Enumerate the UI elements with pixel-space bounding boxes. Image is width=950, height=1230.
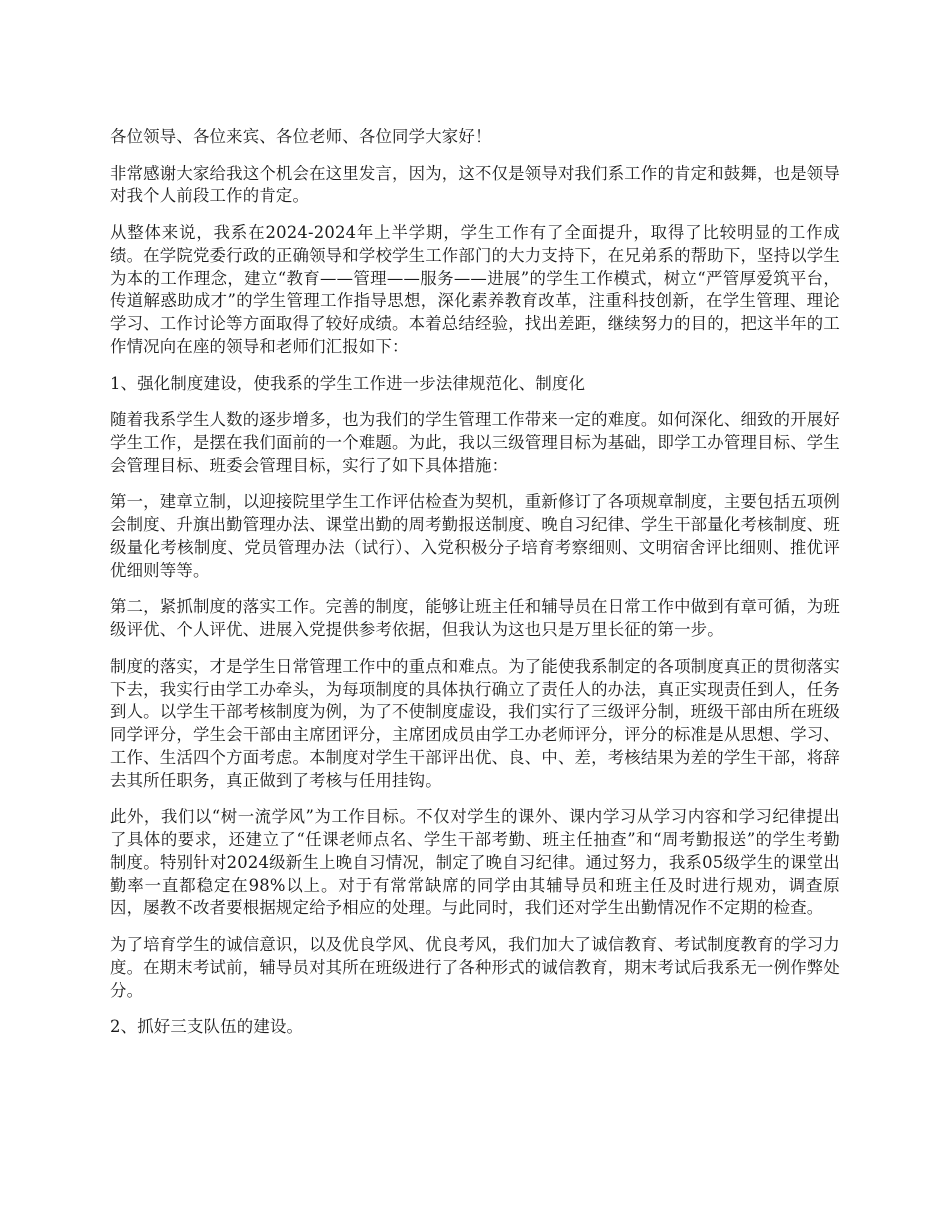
body-paragraph: 制度的落实，才是学生日常管理工作中的重点和难点。为了能使我系制定的各项制度真正的贯彻落实下去，我实行由学工办牵头，为每项制度的具体执行确立了责任人的办法，真正实现责任到人，任务到人。以学生干部考核制度为例，为了不使制度虚设，我们实行了三级评分制，班级干部由所在班级同学评分，学生会干部由主席团评分，主席团成员由学工办老师评分，评分的标准是从思想、学习、工作、生活四个方面考虑。本制度对学生干部评出优、良、中、差，考核结果为差的学生干部，将辞去其所任职务，真正做到了考核与任用挂钩。 [110, 656, 840, 790]
document-body [110, 126, 840, 1053]
section-heading-2: 2、抓好三支队伍的建设。 [110, 1017, 304, 1037]
body-paragraph: 为了培育学生的诚信意识，以及优良学风、优良考风，我们加大了诚信教育、考试制度教育的学习力度。在期末考试前，辅导员对其所在班级进行了各种形式的诚信教育，期末考试后我系无一例作弊处分。 [110, 935, 840, 1000]
body-paragraph: 第二，紧抓制度的落实工作。完善的制度，能够让班主任和辅导员在日常工作中做到有章可循，为班级评优、个人评优、进展入党提供参考依据，但我认为这也只是万里长征的第一步。 [110, 597, 840, 640]
body-paragraph: 第一，建章立制，以迎接院里学生工作评估检查为契机，重新修订了各项规章制度，主要包括五项例会制度、升旗出勤管理办法、课堂出勤的周考勤报送制度、晚自习纪律、学生干部量化考核制度、班级量化考核制度、党员管理办法（试行）、入党积极分子培育考察细则、文明宿舍评比细则、推优评优细则等等。 [110, 492, 840, 580]
greeting-paragraph: 各位领导、各位来宾、各位老师、各位同学大家好！ [110, 127, 492, 146]
body-paragraph: 随着我系学生人数的逐步增多，也为我们的学生管理工作带来一定的难度。如何深化、细致的开展好学生工作，是摆在我们面前的一个难题。为此，我以三级管理目标为基础，即学工办管理目标、学生会管理目标、班委会管理目标，实行了如下具体措施： [110, 410, 840, 475]
section-heading-1: 1、强化制度建设，使我系的学生工作进一步法律规范化、制度化 [110, 373, 586, 393]
thanks-paragraph: 非常感谢大家给我这个机会在这里发言，因为，这不仅是领导对我们系工作的肯定和鼓舞，也是领导对我个人前段工作的肯定。 [110, 163, 840, 206]
overview-paragraph: 从整体来说，我系在2024-2024年上半学期，学生工作有了全面提升，取得了比较明显的工作成绩。在学院党委行政的正确领导和学校学生工作部门的大力支持下，在兄弟系的帮助下，坚持以学生为本的工作理念，建立“教育——管理——服务——进展”的学生工作模式，树立“严管厚爱筑平台，传道解惑助成才”的学生管理工作指导思想，深化素养教育改革，注重科技创新，在学生管理、理论学习、工作讨论等方面取得了较好成绩。本着总结经验，找出差距，继续努力的目的，把这半年的工作情况向在座的领导和老师们汇报如下： [110, 222, 840, 356]
body-paragraph: 此外，我们以“树一流学风”为工作目标。不仅对学生的课外、课内学习从学习内容和学习纪律提出了具体的要求，还建立了“任课老师点名、学生干部考勤、班主任抽查”和“周考勤报送”的学生考勤制度。特别针对2024级新生上晚自习情况，制定了晚自习纪律。通过努力，我系05级学生的课堂出勤率一直都稳定在98%以上。对于有常常缺席的同学由其辅导员和班主任及时进行规劝，调查原因，屡教不改者要根据规定给予相应的处理。与此同时，我们还对学生出勤情况作不定期的检查。 [110, 807, 840, 918]
